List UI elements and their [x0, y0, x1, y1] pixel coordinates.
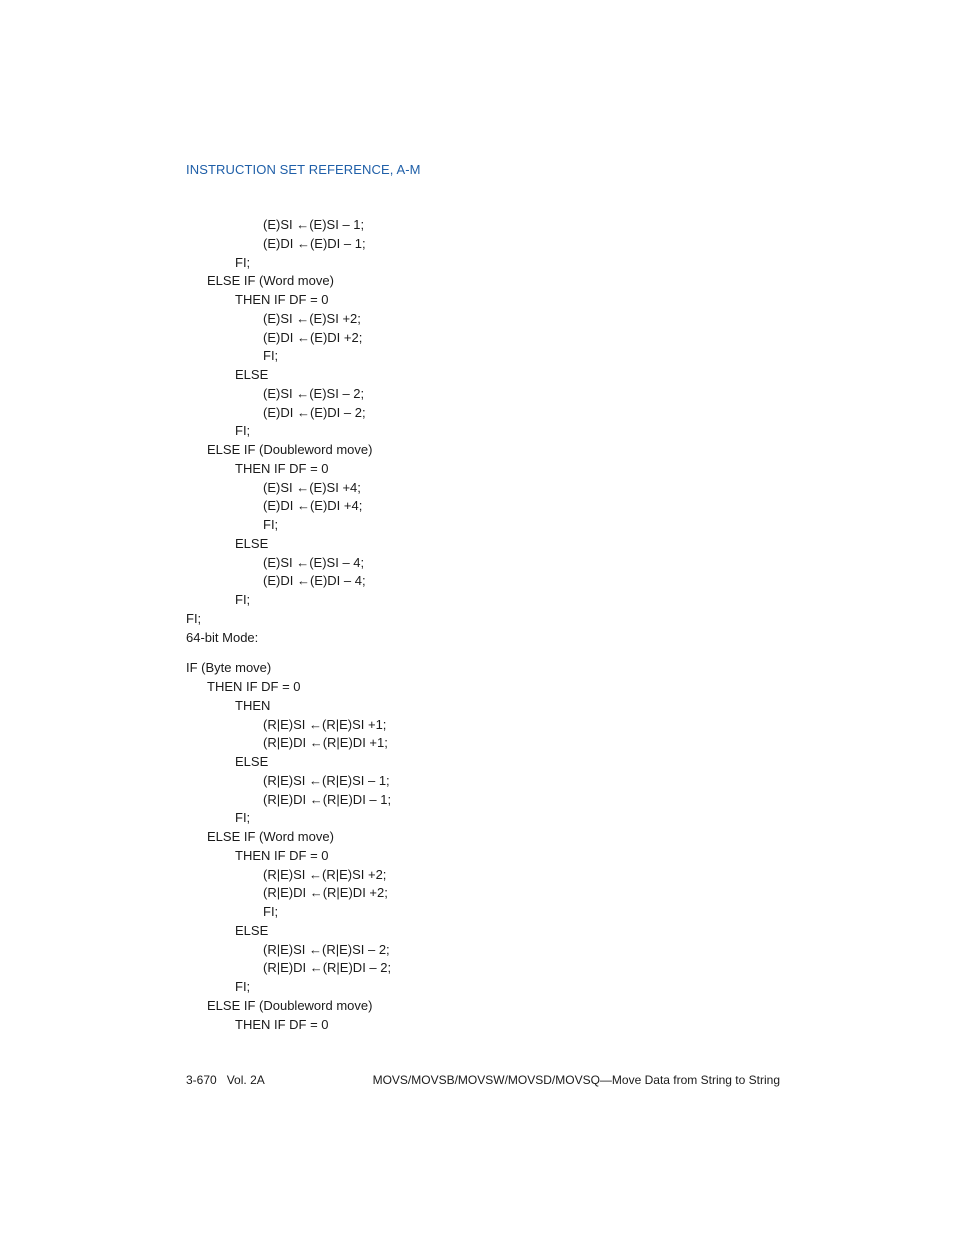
code-line: (E)SI ←(E)SI – 1; [263, 217, 365, 232]
code-line: (R|E)DI ←(R|E)DI – 1; [263, 791, 392, 807]
code-line: (R|E)SI ←(R|E)SI +2; [263, 866, 387, 882]
code-line: (R|E)SI ←(R|E)SI – 2; [263, 941, 390, 957]
code-line: (E)DI ←(E)DI +2; [263, 329, 363, 345]
page-number: 3-670 [186, 1073, 217, 1087]
code-line: ELSE IF (Doubleword move) [207, 442, 373, 457]
code-line: FI; [235, 592, 251, 607]
code-line: THEN IF DF = 0 [235, 1016, 329, 1032]
code-line: 64-bit Mode: [186, 629, 259, 645]
running-header: INSTRUCTION SET REFERENCE, A-M [186, 162, 421, 177]
code-line: THEN IF DF = 0 [235, 292, 329, 307]
code-line: (E)SI ←(E)SI – 2; [263, 385, 365, 401]
code-line: (E)DI ←(E)DI – 2; [263, 404, 366, 420]
code-line: (R|E)SI ←(R|E)SI +1; [263, 716, 387, 732]
code-line: FI; [186, 610, 202, 626]
code-line: FI; [263, 348, 279, 364]
code-line: FI; [263, 517, 279, 532]
code-line: THEN IF DF = 0 [235, 847, 329, 863]
code-line: (R|E)DI ←(R|E)DI – 2; [263, 960, 392, 976]
code-line: FI; [235, 254, 251, 270]
footer-section-title: MOVS/MOVSB/MOVSW/MOVSD/MOVSQ—Move Data from String to String [372, 1073, 780, 1087]
code-line: (R|E)SI ←(R|E)SI – 1; [263, 772, 390, 788]
code-line: ELSE [235, 922, 269, 938]
footer-page-info [186, 1073, 265, 1087]
code-line: (R|E)DI ←(R|E)DI +1; [263, 735, 388, 751]
code-line: ELSE IF (Word move) [207, 273, 334, 289]
code-line: (E)SI ←(E)SI +4; [263, 479, 361, 495]
code-line: ELSE [235, 367, 269, 382]
code-line: IF (Byte move) [186, 660, 272, 676]
code-line: (E)SI ←(E)SI +2; [263, 310, 361, 326]
code-line: (R|E)DI ←(R|E)DI +2; [263, 885, 388, 901]
code-line: (E)SI ←(E)SI – 4; [263, 554, 365, 570]
code-line: (E)DI ←(E)DI – 1; [263, 235, 366, 251]
code-line: FI; [235, 810, 251, 826]
code-line: THEN IF DF = 0 [207, 679, 301, 694]
code-line: ELSE [235, 535, 269, 551]
code-line: FI; [263, 904, 279, 919]
code-line: ELSE IF (Word move) [207, 829, 334, 844]
code-line: (E)DI ←(E)DI – 4; [263, 573, 366, 589]
code-line: ELSE IF (Doubleword move) [207, 997, 373, 1013]
code-line: THEN IF DF = 0 [235, 460, 329, 476]
code-line: FI; [235, 423, 251, 439]
code-line: (E)DI ←(E)DI +4; [263, 498, 363, 514]
volume-label: Vol. 2A [226, 1073, 265, 1087]
code-line: ELSE [235, 754, 269, 769]
code-line: THEN [235, 697, 271, 713]
code-line: FI; [235, 979, 251, 994]
